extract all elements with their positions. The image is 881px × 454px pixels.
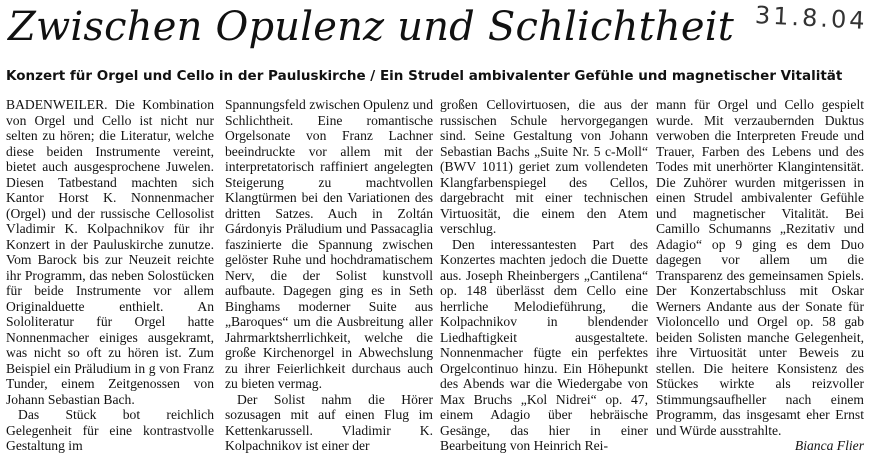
article-column-2 (225, 97, 433, 454)
paragraph: Der Solist nahm die Hörer sozusagen mit auf einen Flug im Kettenkarussell. Vladimir K. Kolpachnikov ist einer der (225, 391, 433, 453)
paragraph: BADENWEILER. Die Kombination von Orgel und Cello ist nicht nur selten zu hören; die Literatur, welche diese beiden Instrumente vereint, bietet auch ausgesprochene Juwelen. Diesen Tatbestand machten sich Kantor Horst K. Nonnenmacher (Orgel) und der russische Cellosolist Vladimir K. Kolpachnikov für ihr Konzert in der Pauluskirche zunutze. Vom Barock bis zur Neuzeit reichte ihr Programm, das neben Solostücken für beide Instrumente vor allem Originalduette enthielt. An Sololiteratur für Orgel hatte Nonnenmacher einiges ausgekramt, was nicht so oft zu hören ist. Zum Beispiel ein Präludium in g von Franz Tunder, einem Zeitgenossen von Johann Sebastian Bach. (6, 97, 214, 407)
paragraph: mann für Orgel und Cello gespielt wurde. Mit verzaubernden Duktus verwoben die Interpreten Freude und Trauer, Farben des Lebens und des Todes mit unerhörter Klangintensität. Die Zuhörer wurden mitgerissen in einen Strudel ambivalenter Gefühle und magnetischer Vitalität. Bei Camillo Schumanns „Rezitativ und Adagio“ op 9 ging es dem Duo dagegen vor allem um die Transparenz des gemeinsamen Spiels. Der Konzertabschluss mit Oskar Werners Andante aus der Sonate für Violoncello und Orgel op. 58 gab beiden Solisten manche Gelegenheit, ihre Virtuosität unter Beweis zu stellen. Die heitere Konsistenz des Stückes wirkte als reizvoller Stimmungsaufheller nach einem Programm, das insgesamt eher Ernst und Würde ausstrahlte. (656, 97, 864, 438)
article-column-4 (656, 97, 864, 454)
author-byline: Bianca Flier (794, 438, 864, 453)
paragraph: Das Stück bot reichlich Gelegenheit für eine kontrastvolle Gestaltung im (6, 407, 214, 453)
article-column-1 (6, 97, 214, 454)
paragraph: Den interessantesten Part des Konzertes machten jedoch die Duette aus. Joseph Rheinbergers „Cantilena“ op. 148 überlässt dem Cello eine herrliche Melodieführung, die Kolpachnikov in blendender Liedhaftigkeit ausgestaltete. Nonnenmacher fügte ein perfektes Orgelcontinuo hinzu. Ein Höhepunkt des Abends war die Wiedergabe von Max Bruchs „Kol Nidrei“ op. 47, einem Adagio über hebräische Gesänge, das hier in einer Bearbeitung von Heinrich Rei- (440, 236, 648, 453)
article-headline: Zwischen Opulenz und Schlichtheit (8, 4, 734, 50)
handwritten-date: 31.8.04 (754, 1, 869, 35)
article-column-3 (440, 97, 648, 454)
article-subheadline: Konzert für Orgel und Cello in der Pauluskirche / Ein Strudel ambivalenter Gefühle und magnetischer Vitalität (6, 68, 843, 84)
paragraph: großen Cellovirtuosen, die aus der russischen Schule hervorgegangen sind. Seine Gestaltung von Johann Sebastian Bachs „Suite Nr. 5 c-Moll“ (BWV 1011) geriet zum vollendeten Klangfarbenspiegel des Cellos, dargebracht mit einer technischen Virtuosität, die einem den Atem verschlug. (440, 97, 648, 236)
paragraph: Spannungsfeld zwischen Opulenz und Schlichtheit. Eine romantische Orgelsonate von Franz Lachner beeindruckte vor allem mit der interpretatorisch raffiniert angelegten Steigerung zu machtvollen Klangtürmen bei den Variationen des dritten Satzes. Auch in Zoltán Gárdonyis Präludium und Passacaglia faszinierte die Spannung zwischen gelöster Ruhe und hochdramatischem Nerv, die der Solist kunstvoll aufbaute. Dagegen ging es in Seth Binghams moderner Suite aus „Baroques“ um die Ausbreitung aller Jahrmarktsherrlichkeit, welche die große Kirchenorgel in Abwechslung zu ihrer Feierlichkeit durchaus auch zu bieten vermag. (225, 97, 434, 391)
